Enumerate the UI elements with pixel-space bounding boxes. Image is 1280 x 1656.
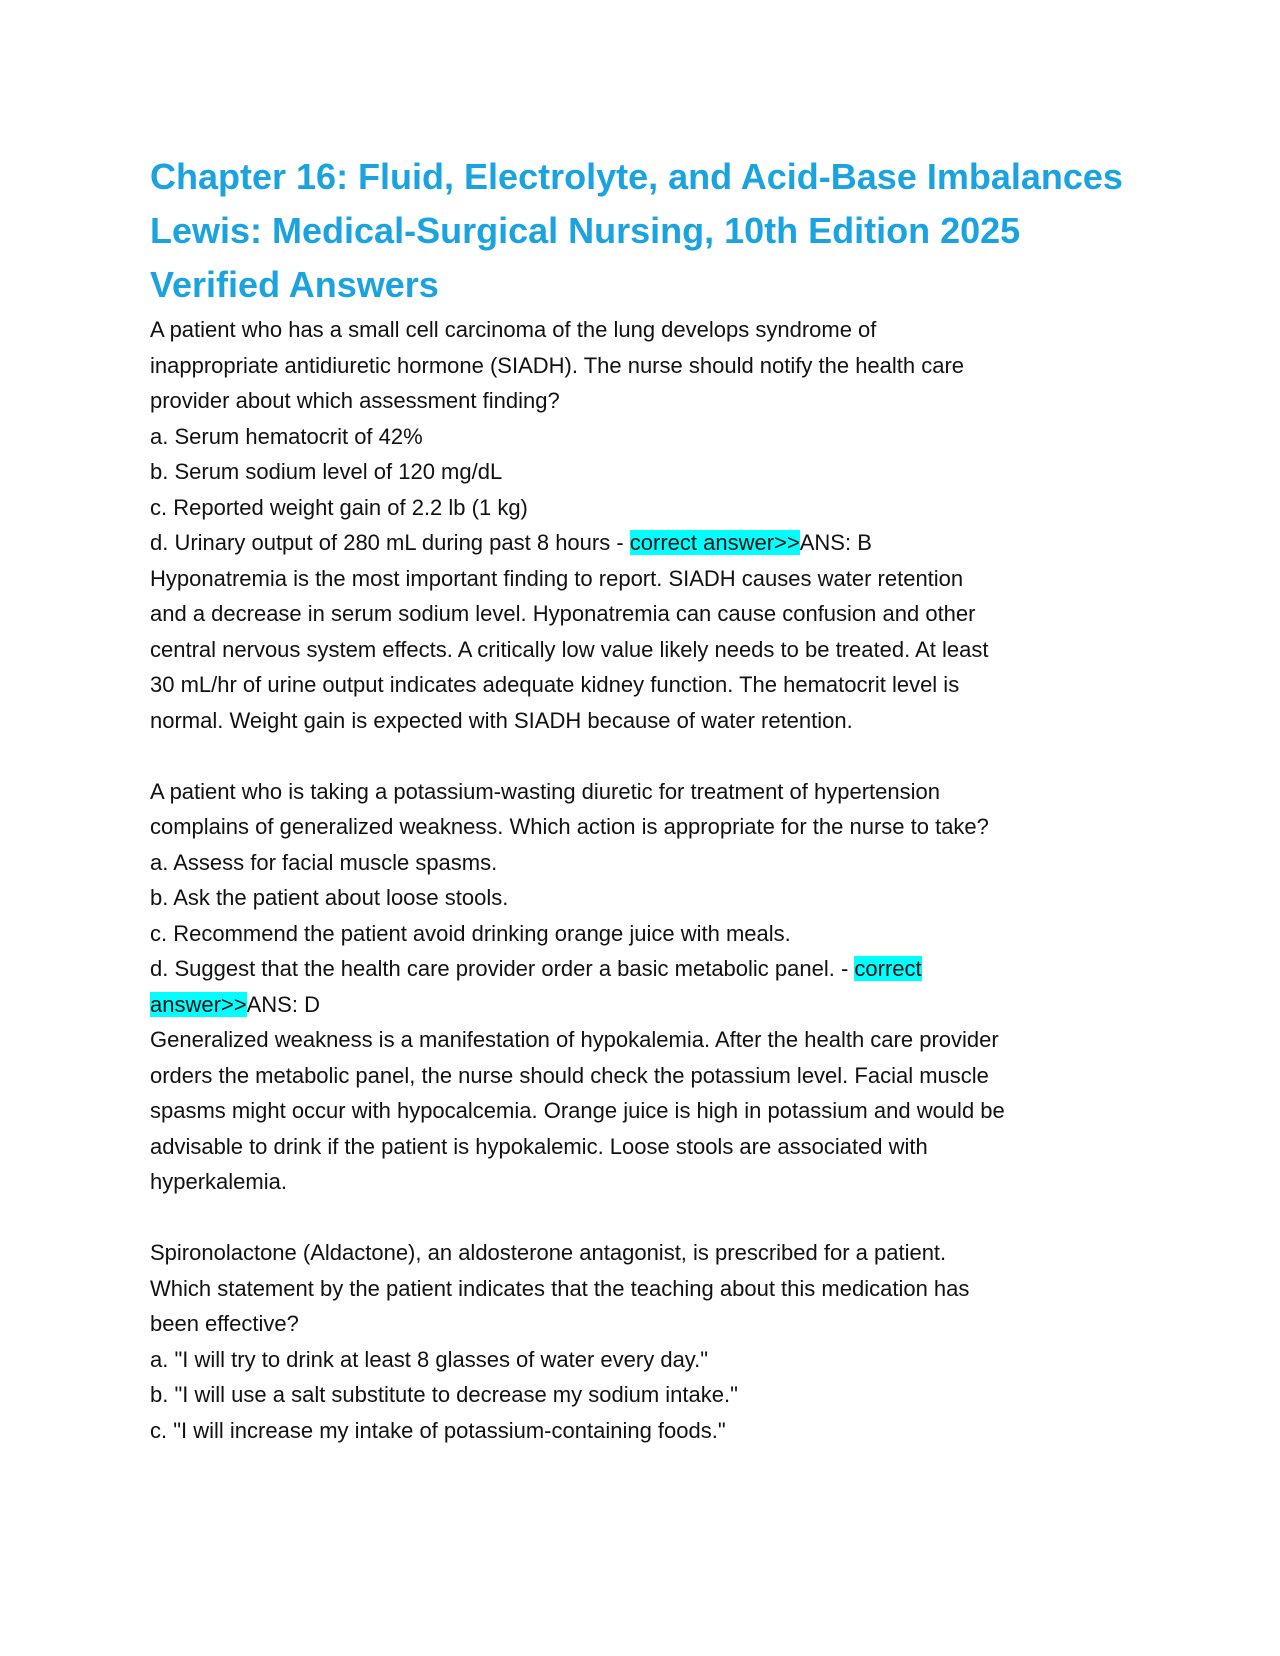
answer-option: b. Ask the patient about loose stools. [150,885,509,910]
question-stem-line: complains of generalized weakness. Which action is appropriate for the nurse to take? [150,814,989,839]
question-stem-line: A patient who has a small cell carcinoma of the lung develops syndrome of [150,317,877,342]
answer-option: a. Assess for facial muscle spasms. [150,849,498,875]
question-stem-line: Which statement by the patient indicates that the teaching about this medication has [150,1275,970,1301]
question-3 [150,1235,1140,1448]
answer-key: ANS: D [246,991,320,1017]
rationale-line: and a decrease in serum sodium level. Hyponatremia can cause confusion and other [150,601,976,626]
answer-option-text: d. Suggest that the health care provider order a basic metabolic panel. - [150,956,855,981]
answer-option: b. Serum sodium level of 120 mg/dL [150,459,503,484]
rationale-line: hyperkalemia. [150,1169,287,1194]
answer-option: c. Recommend the patient avoid drinking orange juice with meals. [150,920,791,946]
answer-option: c. "I will increase my intake of potassium-containing foods." [150,1417,726,1443]
correct-answer-highlight: answer>> [150,991,247,1017]
rationale-line: central nervous system effects. A critically low value likely needs to be treated. At least [150,636,989,662]
answer-key-line [150,987,1140,1023]
question-stem-line: been effective? [150,1311,299,1336]
question-stem-line: provider about which assessment finding? [150,388,560,413]
question-stem-line: A patient who is taking a potassium-wasting diuretic for treatment of hypertension [150,778,940,804]
document-page [150,150,1140,1448]
rationale-line: normal. Weight gain is expected with SIADH because of water retention. [150,707,853,733]
question-2 [150,774,1140,1200]
answer-key: ANS: B [799,530,872,555]
rationale-line: spasms might occur with hypocalcemia. Orange juice is high in potassium and would be [150,1098,1005,1123]
question-stem-line: inappropriate antidiuretic hormone (SIADH). The nurse should notify the health care [150,352,965,378]
title-line-3: Verified Answers [150,264,439,305]
question-1 [150,312,1140,738]
paragraph-gap [150,738,1140,774]
question-stem-line: Spironolactone (Aldactone), an aldosterone antagonist, is prescribed for a patient. [150,1240,947,1265]
answer-option: a. Serum hematocrit of 42% [150,423,423,449]
answer-option: a. "I will try to drink at least 8 glasses of water every day." [150,1346,709,1372]
rationale-line: Hyponatremia is the most important finding to report. SIADH causes water retention [150,565,964,591]
answer-option: b. "I will use a salt substitute to decrease my sodium intake." [150,1382,738,1407]
rationale-line: Generalized weakness is a manifestation of hypokalemia. After the health care provider [150,1027,999,1052]
answer-option-with-key [150,951,1140,987]
correct-answer-highlight: correct [854,956,922,981]
title-line-2: Lewis: Medical-Surgical Nursing, 10th Edition 2025 [150,210,1021,251]
rationale-line: orders the metabolic panel, the nurse should check the potassium level. Facial muscle [150,1062,989,1088]
rationale-line: advisable to drink if the patient is hypokalemic. Loose stools are associated with [150,1133,928,1159]
rationale-line: 30 mL/hr of urine output indicates adequate kidney function. The hematocrit level is [150,672,960,697]
document-title [150,150,1140,312]
paragraph-gap [150,1200,1140,1236]
answer-option-with-key [150,525,1140,561]
title-line-1: Chapter 16: Fluid, Electrolyte, and Acid-Base Imbalances [150,156,1123,197]
answer-option: c. Reported weight gain of 2.2 lb (1 kg) [150,494,528,520]
answer-option-text: d. Urinary output of 280 mL during past 8 hours - [150,530,630,555]
correct-answer-highlight: correct answer>> [629,530,800,555]
